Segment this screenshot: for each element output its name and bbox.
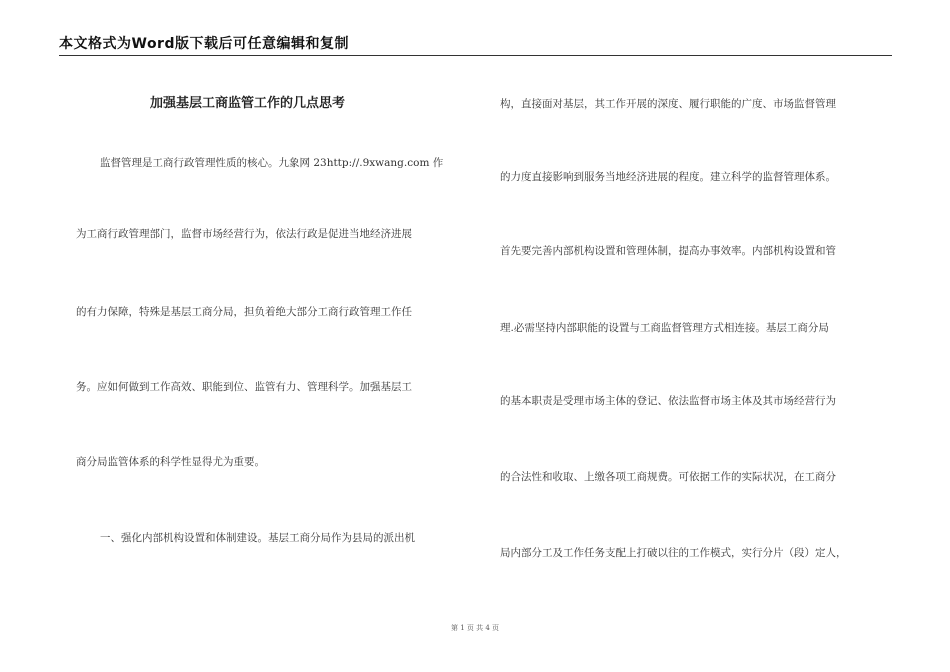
paragraph-line: 局内部分工及工作任务支配上打破以往的工作模式，实行分片（段）定人， — [500, 547, 847, 559]
paragraph-line: 商分局监管体系的科学性显得尤为重要。 — [76, 456, 265, 468]
header-title: 本文格式为Word版下载后可任意编辑和复制 — [59, 36, 349, 52]
paragraph-line: 监督管理是工商行政管理性质的核心。九象网 23http://.9xwang.com 作 — [100, 157, 444, 169]
paragraph-line: 首先要完善内部机构设置和管理体制，提高办事效率。内部机构设置和管 — [500, 245, 836, 257]
page-footer: 第 1 页 共 4 页 — [450, 624, 500, 632]
paragraph-line: 务。应如何做到工作高效、职能到位、监管有力、管理科学。加强基层工 — [76, 381, 412, 393]
paragraph-line: 的合法性和收取、上缴各项工商规费。可依据工作的实际状况，在工商分 — [500, 471, 836, 483]
paragraph-line: 的有力保障，特殊是基层工商分局，担负着绝大部分工商行政管理工作任 — [76, 306, 412, 318]
paragraph-line: 的基本职责是受理市场主体的登记、依法监督市场主体及其市场经营行为 — [500, 395, 836, 407]
paragraph-line: 一、强化内部机构设置和体制建设。基层工商分局作为县局的派出机 — [100, 532, 415, 544]
paragraph-line: 理.必需坚持内部职能的设置与工商监督管理方式相连接。基层工商分局 — [500, 322, 829, 334]
header-divider — [59, 55, 892, 56]
paragraph-line: 构，直接面对基层，其工作开展的深度、履行职能的广度、市场监督管理 — [500, 98, 836, 110]
paragraph-line: 的力度直接影响到服务当地经济进展的程度。建立科学的监督管理体系。 — [500, 171, 836, 183]
document-title: 加强基层工商监管工作的几点思考 — [150, 96, 346, 111]
paragraph-line: 为工商行政管理部门，监督市场经营行为，依法行政是促进当地经济进展 — [76, 228, 412, 240]
